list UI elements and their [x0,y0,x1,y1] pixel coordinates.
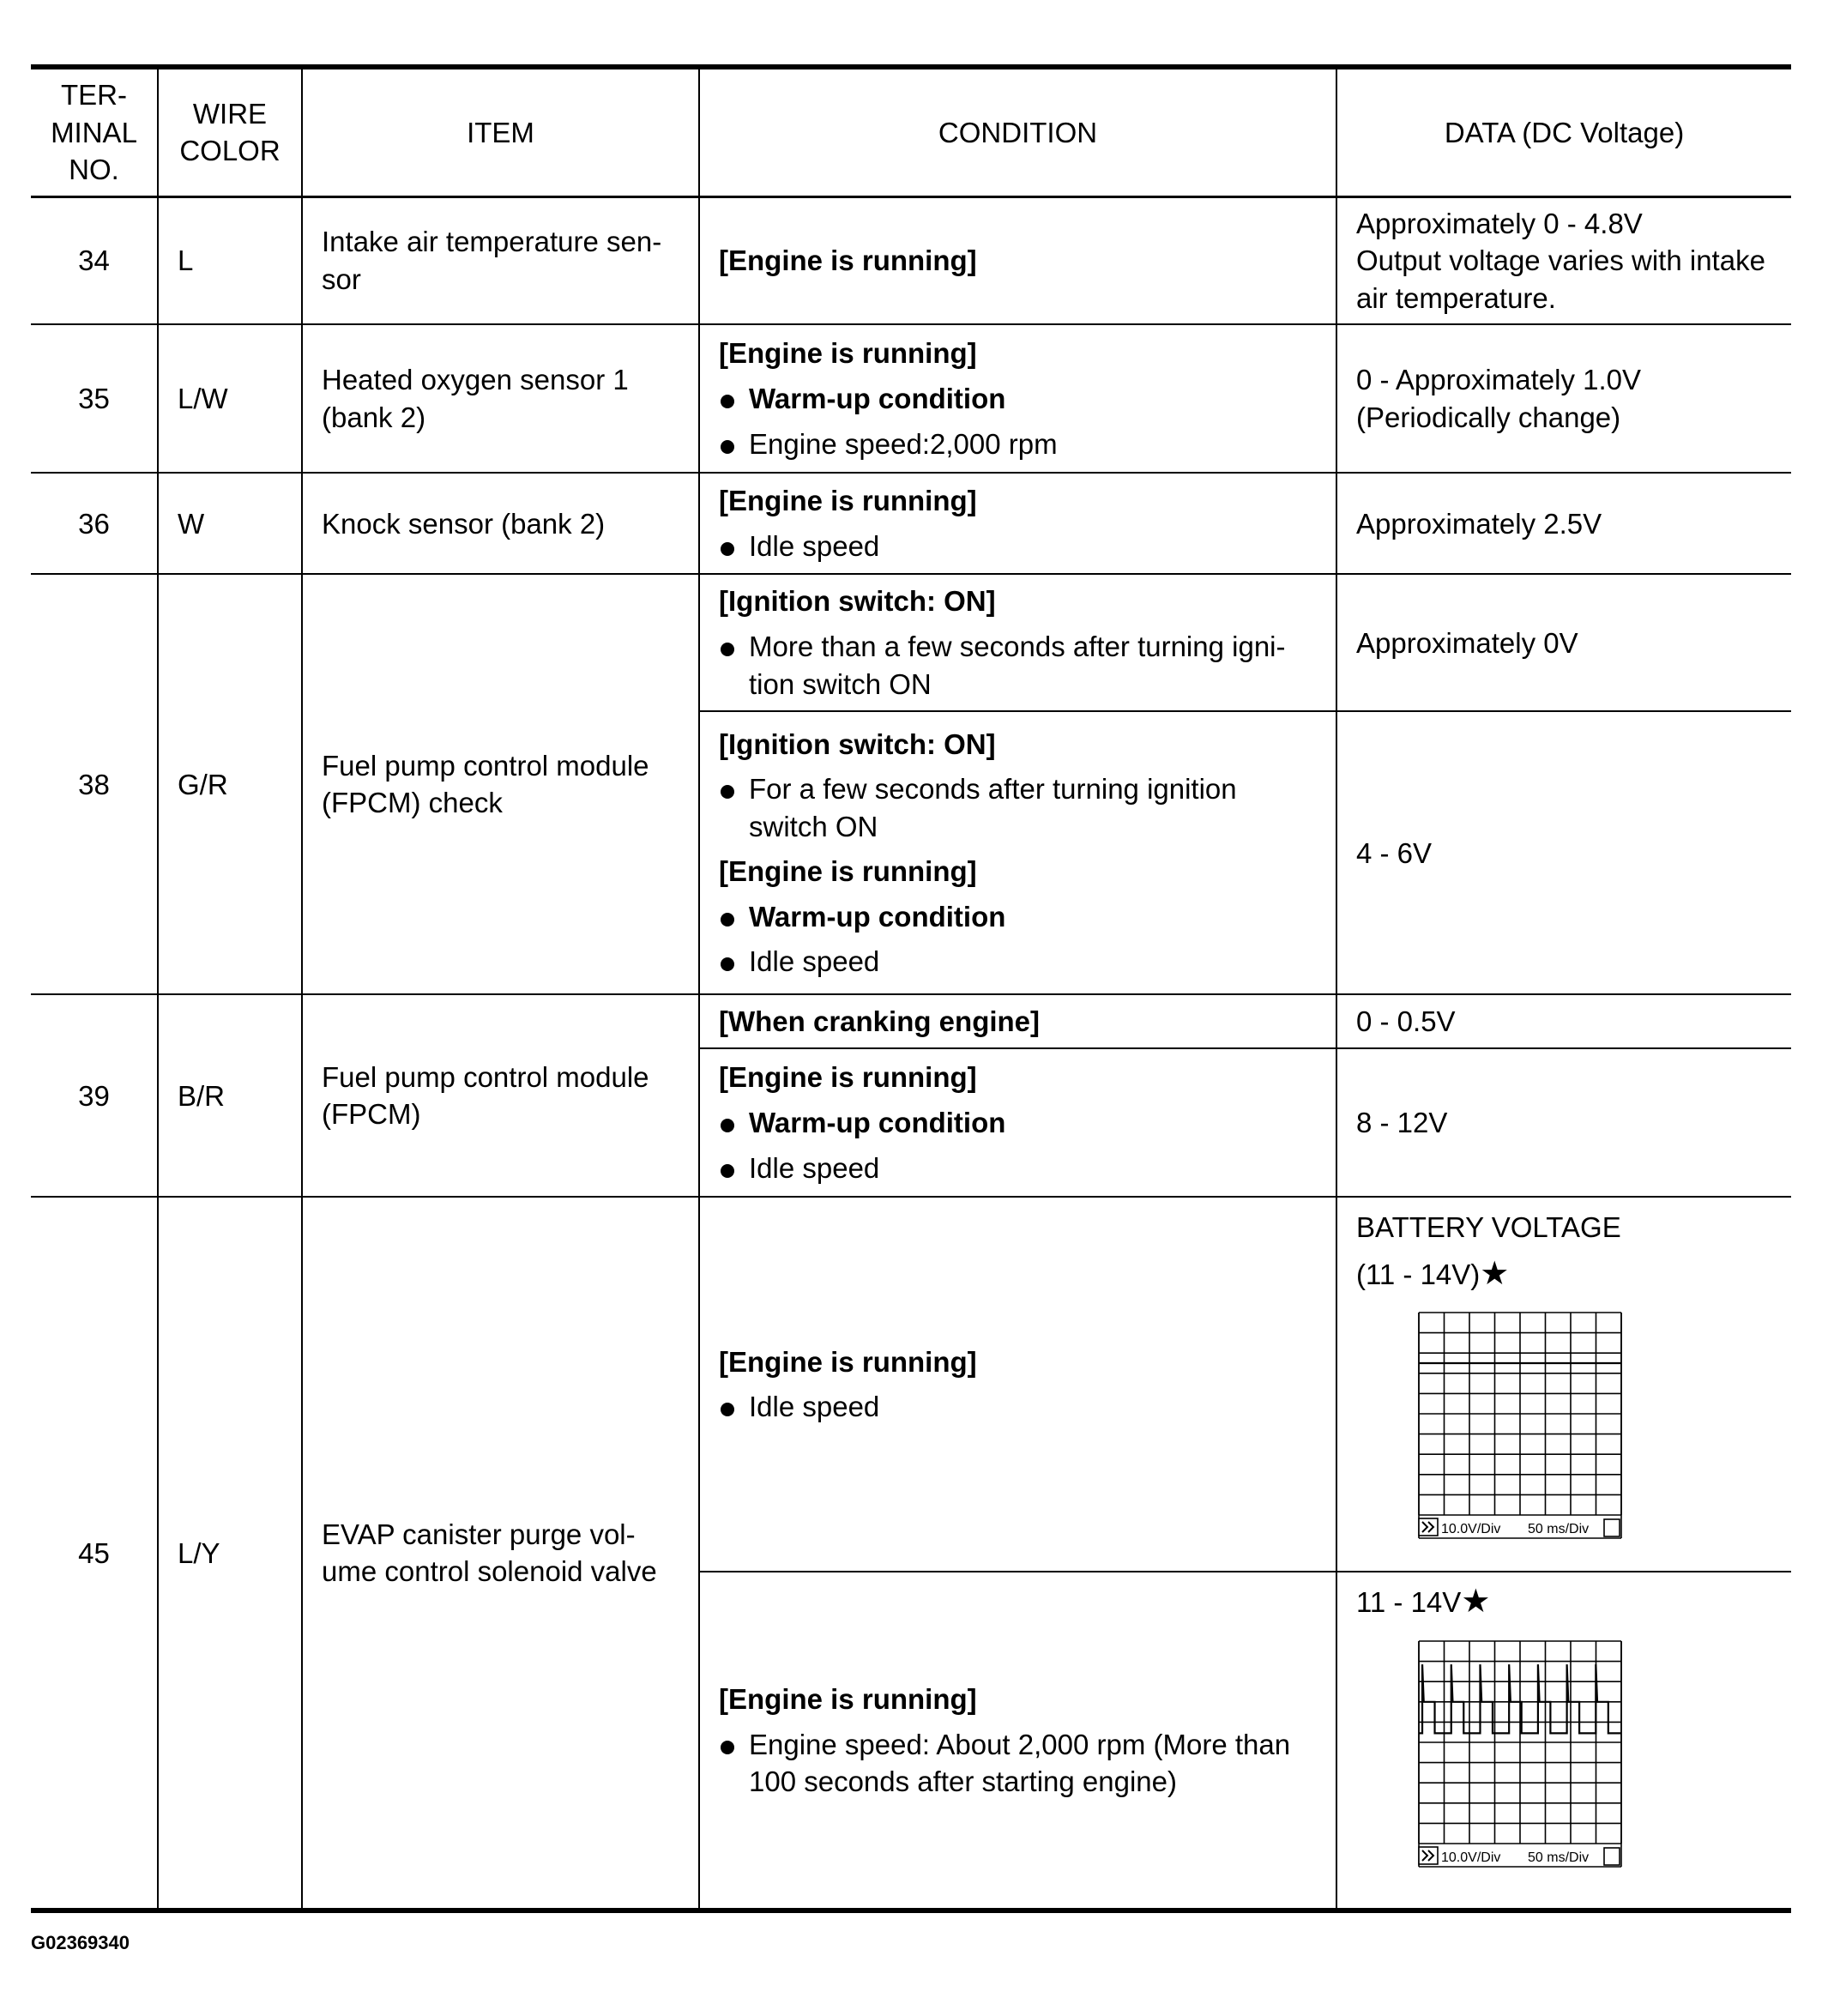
item-line: Intake air temperature sen- [322,226,662,258]
data-cell [1336,711,1791,994]
data-line: Output voltage varies with intake [1356,244,1765,277]
condition-heading: [Engine is running] [719,244,977,277]
data-line: 0 - Approximately 1.0V [1356,364,1641,396]
data-line: 11 - 14V [1356,1586,1462,1619]
condition-heading: [Engine is running] [719,485,977,517]
condition-bullet: Warm-up condition [719,898,1317,936]
terminal-number: 34 [31,196,158,324]
wire-color: G/R [158,574,302,994]
table-row [31,196,1791,324]
condition-bullet: Engine speed:2,000 rpm [719,426,1317,463]
item-line: Heated oxygen sensor 1 [322,364,629,396]
data-cell [1336,1572,1791,1910]
data-cell [1336,574,1791,711]
oscilloscope-waveform [1418,1312,1622,1543]
data-value [1356,1579,1772,1626]
item-description [302,574,699,994]
item-description [302,473,699,574]
wire-color: L [158,196,302,324]
data-cell [1336,1197,1791,1572]
data-line: (11 - 14V) [1356,1258,1481,1290]
condition-heading: [Engine is running] [719,1061,977,1094]
condition-heading: [Engine is running] [719,1345,977,1378]
condition-heading: [Ignition switch: ON] [719,727,996,760]
condition-bullet: Engine speed: About 2,000 rpm (More than 100 seconds after starting engine) [719,1726,1317,1801]
wire-color: L/Y [158,1197,302,1910]
item-line: (FPCM) [322,1098,421,1131]
terminal-number: 45 [31,1197,158,1910]
data-cell [1336,324,1791,473]
item-line: EVAP canister purge vol- [322,1518,636,1550]
star-icon: ★ [1480,1255,1510,1292]
data-line: air temperature. [1356,281,1556,314]
scope-volts-per-div: 10.0V/Div [1441,1850,1501,1865]
table-row [31,1197,1791,1572]
header-item: ITEM [302,67,699,196]
data-value [1356,835,1772,872]
header-data: DATA (DC Voltage) [1336,67,1791,196]
condition-bullet: Warm-up condition [719,1104,1317,1142]
data-line: Approximately 0V [1356,626,1578,659]
scope-box-icon [1604,1519,1620,1536]
item-line: (bank 2) [322,401,426,433]
terminal-number: 38 [31,574,158,994]
condition-heading: [Ignition switch: ON] [719,585,996,618]
table-row [31,324,1791,473]
item-description [302,324,699,473]
terminal-number: 39 [31,994,158,1197]
item-description [302,196,699,324]
header-condition: CONDITION [699,67,1336,196]
condition-bullet: Idle speed [719,528,1317,565]
data-cell [1336,1048,1791,1197]
header-wire-color: WIRE COLOR [158,67,302,196]
scope-grid [1419,1313,1621,1515]
scope-time-per-div: 50 ms/Div [1528,1522,1590,1537]
data-value [1356,205,1772,317]
data-line: Approximately 0 - 4.8V [1356,207,1643,239]
wire-color: W [158,473,302,574]
data-cell [1336,473,1791,574]
data-value [1356,1104,1772,1142]
item-line: ume control solenoid valve [322,1555,657,1588]
scope-box-icon [1604,1848,1620,1865]
condition-heading: [Engine is running] [719,337,977,370]
scope-time-per-div: 50 ms/Div [1528,1850,1590,1865]
data-line: Approximately 2.5V [1356,507,1602,540]
data-cell [1336,196,1791,324]
table-body [31,196,1791,1910]
table-row [31,574,1791,711]
condition-bullet: Idle speed [719,1388,1317,1426]
condition-heading: [Engine is running] [719,1682,977,1715]
condition-bullet: For a few seconds after turning ignition switch ON [719,770,1317,845]
condition-cell [699,1572,1336,1910]
scope-volts-per-div: 10.0V/Div [1441,1522,1501,1537]
condition-bullet: More than a few seconds after turning igni- tion switch ON [719,628,1317,703]
star-icon: ★ [1461,1584,1491,1621]
condition-heading: [When cranking engine] [719,1005,1041,1037]
item-description [302,994,699,1197]
condition-cell [699,324,1336,473]
item-line: Knock sensor (bank 2) [322,507,606,540]
condition-cell [699,574,1336,711]
data-line: 8 - 12V [1356,1107,1448,1138]
condition-cell [699,994,1336,1048]
condition-cell [699,1197,1336,1572]
condition-cell [699,473,1336,574]
wire-color: B/R [158,994,302,1197]
condition-bullet: Idle speed [719,1150,1317,1187]
header-terminal-no: TER- MINAL NO. [31,67,158,196]
item-line: Fuel pump control module [322,1060,649,1093]
data-line: 0 - 0.5V [1356,1005,1456,1037]
header-row [31,67,1791,196]
terminal-number: 35 [31,324,158,473]
condition-bullet: Warm-up condition [719,380,1317,418]
oscilloscope-waveform [1418,1640,1622,1872]
table-row [31,473,1791,574]
terminal-data-table [31,64,1791,1913]
data-value [1356,361,1772,436]
condition-bullet: Idle speed [719,943,1317,981]
condition-heading: [Engine is running] [719,855,977,888]
figure-code: G02369340 [31,1932,130,1953]
scope-grid [1419,1641,1621,1844]
data-value [1356,1003,1772,1041]
item-line: Fuel pump control module [322,749,649,782]
data-line: 4 - 6V [1356,836,1433,869]
condition-cell [699,1048,1336,1197]
data-value [1356,625,1772,662]
item-line: (FPCM) check [322,787,503,819]
data-cell [1336,994,1791,1048]
condition-cell [699,196,1336,324]
condition-cell [699,711,1336,994]
table-row [31,994,1791,1048]
item-description [302,1197,699,1910]
wire-color: L/W [158,324,302,473]
item-line: sor [322,263,361,295]
data-line: (Periodically change) [1356,401,1621,433]
data-value [1356,505,1772,543]
terminal-number: 36 [31,473,158,574]
data-value [1356,1204,1772,1298]
data-line: BATTERY VOLTAGE [1356,1211,1621,1244]
